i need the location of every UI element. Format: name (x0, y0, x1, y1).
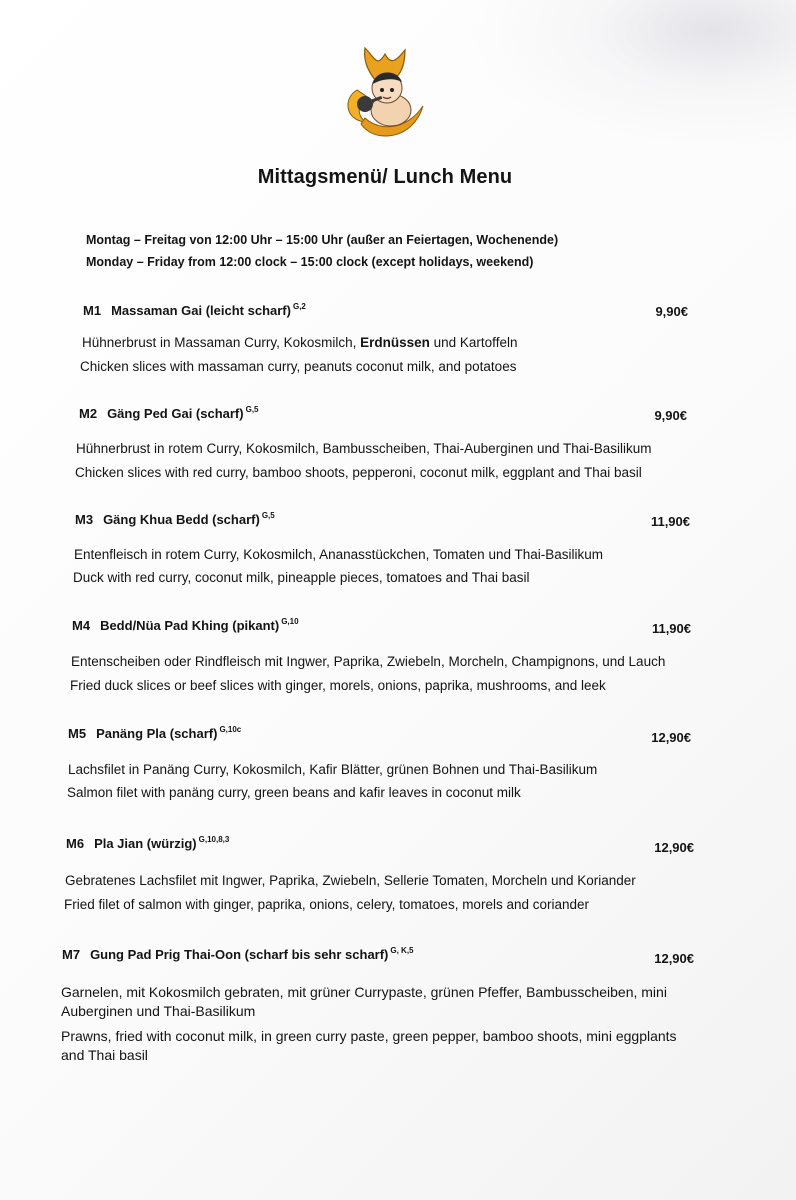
item-name: Gäng Khua Bedd (scharf) (103, 512, 260, 527)
menu-item-m1-desc-en: Chicken slices with massaman curry, peanuts coconut milk, and potatoes (80, 359, 517, 374)
paper-glare (466, 0, 796, 150)
item-allergens: G,10c (219, 725, 242, 734)
menu-item-m2-desc-en: Chicken slices with red curry, bamboo shoots, pepperoni, coconut milk, eggplant and Thai basil (75, 465, 642, 480)
menu-item-m4-desc-en: Fried duck slices or beef slices with ginger, morels, onions, paprika, mushrooms, and leek (70, 678, 606, 693)
menu-item-m3-heading (75, 511, 275, 527)
menu-item-m7-desc-en: Prawns, fried with coconut milk, in green curry paste, green pepper, bamboo shoots, mini eggplants and Thai basil (61, 1028, 677, 1063)
menu-item-m6-desc-de: Gebratenes Lachsfilet mit Ingwer, Paprika, Zwiebeln, Sellerie Tomaten, Morcheln und Koriander (65, 873, 636, 888)
menu-item-m7-price: 12,90€ (654, 951, 694, 966)
menu-item-m3-desc-de: Entenfleisch in rotem Curry, Kokosmilch, Ananasstückchen, Tomaten und Thai-Basilikum (74, 547, 603, 562)
menu-item-m2-heading (79, 405, 259, 421)
menu-item-m7-desc-de: Garnelen, mit Kokosmilch gebraten, mit grüner Currypaste, grünen Pfeffer, Bambusscheiben, mini Auberginen und Thai-Basilikum (61, 984, 667, 1019)
item-code: M6 (66, 836, 85, 851)
menu-item-m7-heading (62, 946, 414, 962)
menu-item-m1-heading (83, 302, 306, 318)
item-code: M2 (79, 406, 98, 421)
opening-hours-de: Montag – Freitag von 12:00 Uhr – 15:00 Uhr (außer an Feiertagen, Wochenende) (86, 233, 559, 247)
opening-hours-en: Monday – Friday from 12:00 clock – 15:00 clock (except holidays, weekend) (86, 255, 534, 269)
item-code: M1 (83, 303, 102, 318)
item-name: Bedd/Nüa Pad Khing (pikant) (100, 618, 280, 633)
menu-item-m5-desc-de: Lachsfilet in Panäng Curry, Kokosmilch, Kafir Blätter, grünen Bohnen und Thai-Basilikum (68, 762, 598, 777)
item-name: Gäng Ped Gai (scharf) (107, 406, 244, 421)
menu-item-m1-price: 9,90€ (655, 304, 688, 319)
item-name: Panäng Pla (scharf) (96, 726, 218, 741)
menu-item-m5-price: 12,90€ (651, 730, 691, 745)
item-name: Pla Jian (würzig) (94, 836, 197, 851)
menu-item-m4-price: 11,90€ (651, 621, 691, 636)
menu-item-m3-price: 11,90€ (650, 514, 690, 529)
menu-item-m4-desc-de: Entenscheiben oder Rindfleisch mit Ingwer, Paprika, Zwiebeln, Morcheln, Champignons, und Lauch (71, 654, 666, 669)
menu-item-m3-desc-en: Duck with red curry, coconut milk, pineapple pieces, tomatoes and Thai basil (73, 570, 530, 585)
thai-character-logo-icon (335, 40, 435, 140)
item-code: M3 (75, 512, 94, 527)
menu-item-m2-desc-de: Hühnerbrust in rotem Curry, Kokosmilch, Bambusscheiben, Thai-Auberginen und Thai-Basilikum (76, 441, 652, 456)
menu-item-m1-desc-de: Hühnerbrust in Massaman Curry, Kokosmilch, Erdnüssen und Kartoffeln (82, 335, 518, 350)
item-allergens: G,2 (292, 302, 306, 311)
menu-item-m6-heading (66, 835, 229, 851)
menu-item-m5-heading (68, 725, 241, 741)
item-allergens: G, K,5 (390, 946, 414, 955)
item-allergens: G,10 (281, 617, 299, 626)
menu-item-m5-desc-en: Salmon filet with panäng curry, green beans and kafir leaves in coconut milk (67, 785, 521, 800)
item-name: Massaman Gai (leicht scharf) (111, 303, 291, 318)
item-code: M7 (62, 947, 81, 962)
item-name: Gung Pad Prig Thai-Oon (scharf bis sehr scharf) (90, 947, 389, 962)
menu-item-m6-desc-en: Fried filet of salmon with ginger, paprika, onions, celery, tomatoes, morels and coriander (64, 897, 590, 912)
item-allergens: G,10,8,3 (198, 835, 230, 844)
item-code: M5 (68, 726, 87, 741)
peanut-allergen-highlight: Erdnüssen (360, 335, 430, 350)
item-allergens: G,5 (245, 405, 259, 414)
page-title: Mittagsmenü/ Lunch Menu (257, 166, 513, 188)
menu-item-m6-price: 12,90€ (654, 840, 694, 855)
menu-item-m4-heading (72, 617, 299, 633)
item-code: M4 (72, 618, 91, 633)
item-allergens: G,5 (261, 511, 275, 520)
menu-item-m2-price: 9,90€ (654, 408, 687, 423)
